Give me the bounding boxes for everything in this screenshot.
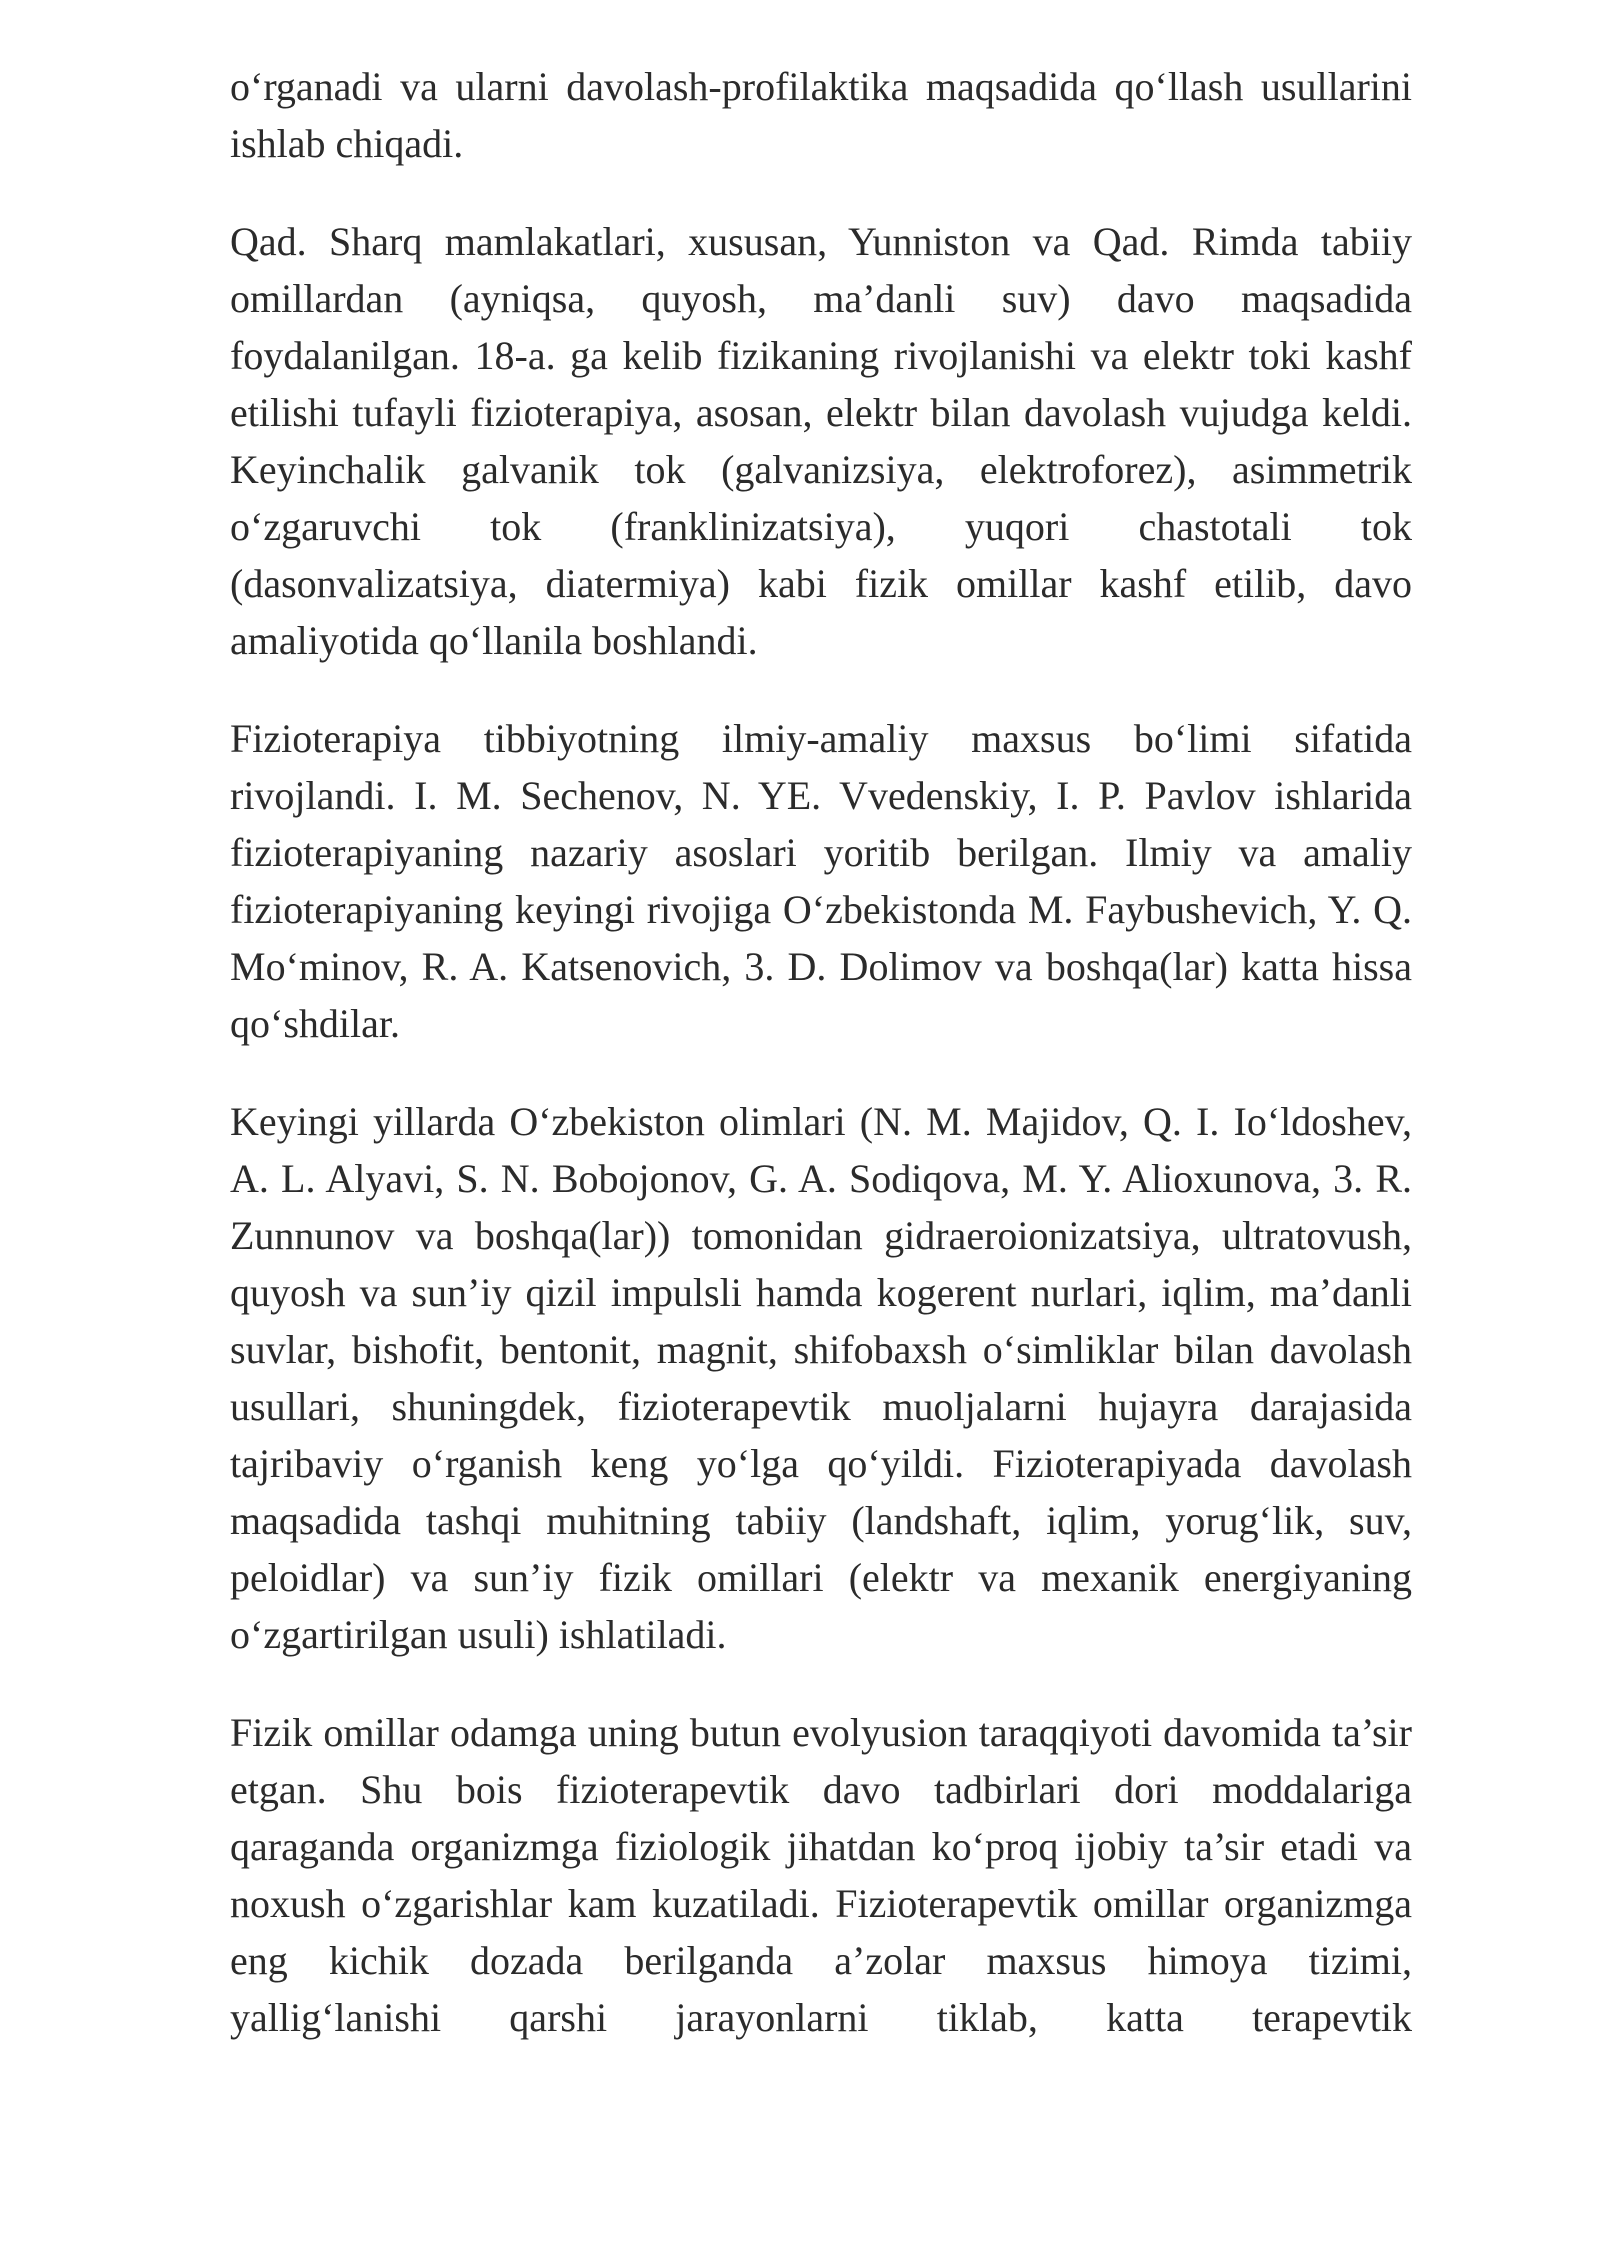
paragraph-2: Qad. Sharq mamlakatlari, xususan, Yunniston va Qad. Rimda tabiiy omillardan (ayniqsa, quyosh, ma’danli suv) davo maqsadida foydalanilgan. 18-a. ga kelib fizikaning rivojlanishi va elektr toki kashf etilishi tufayli fizioterapiya, asosan, elektr bilan davolash vujudga keldi. Keyinchalik galvanik tok (galvanizsiya, elektroforez), asimmetrik o‘zgaruvchi tok (franklinizatsiya), yuqori chastotali tok (dasonvalizatsiya, diatermiya) kabi fizik omillar kashf etilib, davo amaliyotida qo‘llanila boshlandi. [230,219,1412,663]
paragraph-5: Fizik omillar odamga uning butun evolyusion taraqqiyoti davomida ta’sir etgan. Shu bois fizioterapevtik davo tadbirlari dori moddalariga qaraganda organizmga fiziologik jihatdan ko‘proq ijobiy ta’sir etadi va noxush o‘zgarishlar kam kuzatiladi. Fizioterapevtik omillar organizmga eng kichik dozada berilganda a’zolar maxsus himoya tizimi, yallig‘lanishi qarshi jarayonlarni tiklab, katta terapevtik [230,1710,1412,2040]
document-page [230,58,1412,2046]
paragraph-1: o‘rganadi va ularni davolash-profilaktika maqsadida qo‘llash usullarini ishlab chiqadi. [230,64,1412,166]
paragraph-3: Fizioterapiya tibbiyotning ilmiy-amaliy maxsus bo‘limi sifatida rivojlandi. I. M. Sechenov, N. YE. Vvedenskiy, I. P. Pavlov ishlarida fizioterapiyaning nazariy asoslari yoritib berilgan. Ilmiy va amaliy fizioterapiyaning keyingi rivojiga O‘zbekistonda M. Faybushevich, Y. Q. Mo‘minov, R. A. Katsenovich, 3. D. Dolimov va boshqa(lar) katta hissa qo‘shdilar. [230,716,1412,1046]
paragraph-4: Keyingi yillarda O‘zbekiston olimlari (N. M. Majidov, Q. I. Io‘ldoshev, A. L. Alyavi, S. N. Bobojonov, G. A. Sodiqova, M. Y. Alioxunova, 3. R. Zunnunov va boshqa(lar)) tomonidan gidraeroionizatsiya, ultratovush, quyosh va sun’iy qizil impulsli hamda kogerent nurlari, iqlim, ma’danli suvlar, bishofit, bentonit, magnit, shifobaxsh o‘simliklar bilan davolash usullari, shuningdek, fizioterapevtik muoljalarni hujayra darajasida tajribaviy o‘rganish keng yo‘lga qo‘yildi. Fizioterapiyada davolash maqsadida tashqi muhitning tabiiy (landshaft, iqlim, yorug‘lik, suv, peloidlar) va sun’iy fizik omillari (elektr va mexanik energiyaning o‘zgartirilgan usuli) ishlatiladi. [230,1099,1412,1657]
